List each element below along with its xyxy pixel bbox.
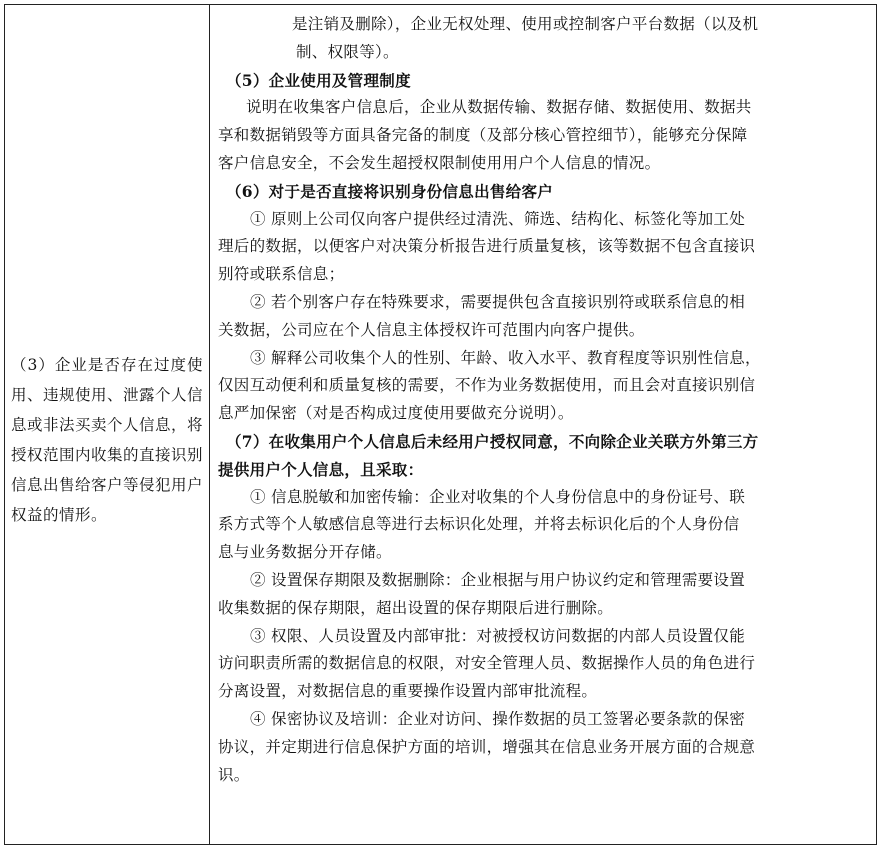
section-heading-7: （7）在收集用户个人信息后未经用户授权同意，不向除企业关联方外第三方: [226, 431, 759, 451]
text-line: 制、权限等）。: [296, 42, 399, 61]
table-row: [5, 5, 877, 845]
section-heading-6: （6）对于是否直接将识别身份信息出售给客户: [226, 181, 554, 201]
text-line: ② 设置保存期限及数据删除：企业根据与用户协议约定和管理需要设置: [250, 570, 746, 589]
text-line: 息严加保密（对是否构成过度使用要做充分说明）。: [218, 404, 574, 423]
text-line: 理后的数据，以便客户对决策分析报告进行质量复核，该等数据不包含直接识: [218, 237, 756, 256]
text-line: ③ 权限、人员设置及内部审批：对被授权访问数据的内部人员设置仅能: [250, 626, 746, 645]
text-line: 分离设置，对数据信息的重要操作设置内部审批流程。: [218, 682, 598, 701]
right-cell: [210, 5, 877, 845]
text-line: 收集数据的保存期限，超出设置的保存期限后进行删除。: [218, 598, 614, 617]
text-line: ① 原则上公司仅向客户提供经过清洗、筛选、结构化、标签化等加工处: [250, 209, 746, 228]
policy-table: [4, 4, 877, 845]
text-line: 说明在收集客户信息后，企业从数据传输、数据存储、数据使用、数据共: [246, 98, 752, 117]
text-line: 系方式等个人敏感信息等进行去标识化处理，并将去标识化后的个人身份信: [218, 515, 740, 534]
text-line: 享和数据销毁等方面具备完备的制度（及部分核心管控细节），能够充分保障: [218, 126, 748, 145]
text-line: 别符或联系信息；: [218, 265, 345, 284]
text-line: ③ 解释公司收集个人的性别、年龄、收入水平、教育程度等识别性信息，: [250, 348, 761, 367]
text-line: 关数据，公司应在个人信息主体授权许可范围内向客户提供。: [218, 320, 645, 339]
left-cell-text: （3）企业是否存在过度使用、违规使用、泄露个人信息或非法买卖个人信息，将授权范围内收集的直接识别信息出售给客户等侵犯用户权益的情形。: [11, 355, 204, 524]
text-line: 提供用户个人信息，且采取：: [218, 459, 424, 479]
text-line: 息与业务数据分开存储。: [218, 543, 392, 562]
left-cell: [5, 5, 210, 845]
text-line: 仅因互动便利和质量复核的需要，不作为业务数据使用，而且会对直接识别信: [218, 376, 756, 395]
text-line: 识。: [218, 765, 250, 784]
text-line: ② 若个别客户存在特殊要求，需要提供包含直接识别符或联系信息的相: [250, 292, 746, 311]
text-line: ④ 保密协议及培训：企业对访问、操作数据的员工签署必要条款的保密: [250, 709, 746, 728]
text-line: 是注销及删除），企业无权处理、使用或控制客户平台数据（以及机: [292, 15, 759, 33]
text-line: 访问职责所需的数据信息的权限，对安全管理人员、数据操作人员的角色进行: [218, 654, 756, 673]
text-line: 客户信息安全，不会发生超授权限制使用用户个人信息的情况。: [218, 153, 661, 172]
section-heading-5: （5）企业使用及管理制度: [226, 70, 411, 90]
text-line: ① 信息脱敏和加密传输：企业对收集的个人身份信息中的身份证号、联: [250, 487, 746, 506]
text-line: 协议，并定期进行信息保护方面的培训，增强其在信息业务开展方面的合规意: [218, 737, 756, 756]
